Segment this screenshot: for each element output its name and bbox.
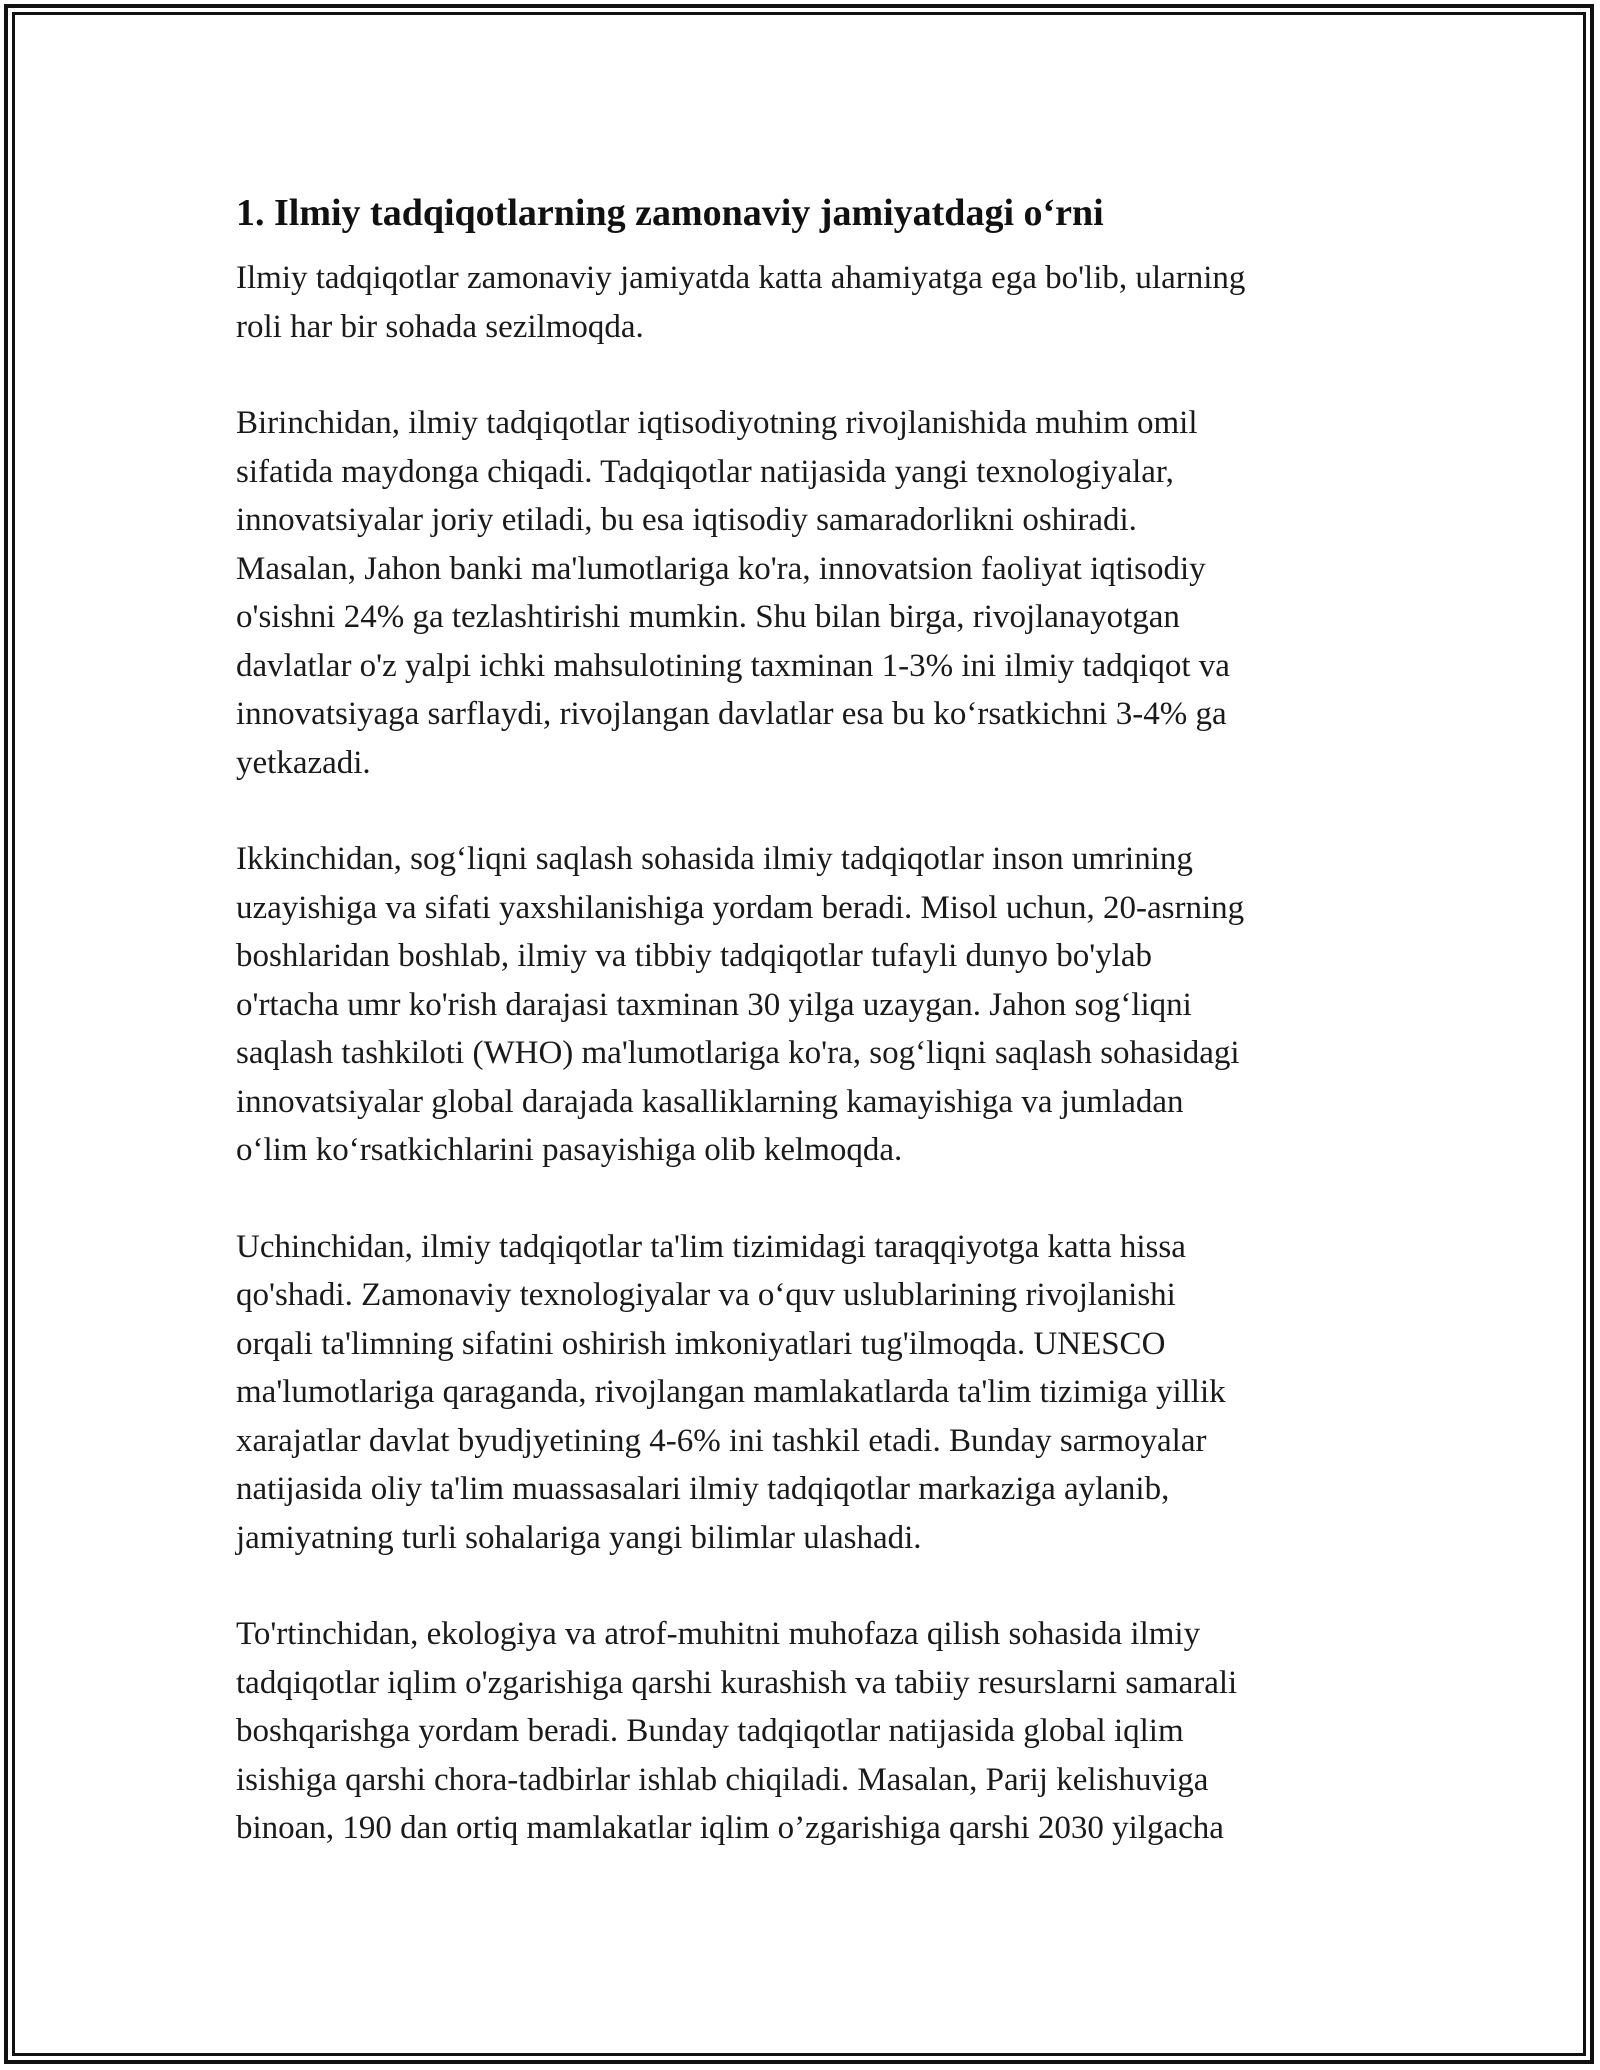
text-line: Ilmiy tadqiqotlar zamonaviy jamiyatda katta ahamiyatga ega bo'lib, ularning bbox=[236, 260, 1246, 296]
text-line: To'rtinchidan, ekologiya va atrof-muhitni muhofaza qilish sohasida ilmiy bbox=[236, 1616, 1201, 1652]
text-line: boshqarishga yordam beradi. Bunday tadqiqotlar natijasida global iqlim bbox=[236, 1713, 1184, 1749]
text-line: o‘lim ko‘rsatkichlarini pasayishiga olib kelmoqda. bbox=[236, 1132, 903, 1168]
text-line: uzayishiga va sifati yaxshilanishiga yordam beradi. Misol uchun, 20-asrning bbox=[236, 889, 1245, 926]
text-line: ma'lumotlariga qaraganda, rivojlangan mamlakatlarda ta'lim tizimiga yillik bbox=[236, 1374, 1226, 1410]
text-line: innovatsiyalar global darajada kasalliklarning kamayishiga va jumladan bbox=[236, 1083, 1184, 1120]
text-line: boshlaridan boshlab, ilmiy va tibbiy tadqiqotlar tufayli dunyo bo'ylab bbox=[236, 938, 1153, 974]
text-line: Ikkinchidan, sog‘liqni saqlash sohasida ilmiy tadqiqotlar inson umrining bbox=[236, 841, 1193, 877]
text-line: jamiyatning turli sohalariga yangi bilimlar ulashadi. bbox=[236, 1519, 922, 1556]
text-line: tadqiqotlar iqlim o'zgarishiga qarshi kurashish va tabiiy resurslarni samarali bbox=[236, 1664, 1238, 1701]
paragraph-intro bbox=[236, 254, 1366, 351]
section-heading: 1. Ilmiy tadqiqotlarning zamonaviy jamiyatdagi o‘rni bbox=[236, 192, 1104, 234]
text-line: sifatida maydonga chiqadi. Tadqiqotlar natijasida yangi texnologiyalar, bbox=[236, 453, 1174, 490]
text-line: innovatsiyaga sarflaydi, rivojlangan davlatlar esa bu ko‘rsatkichni 3-4% ga bbox=[236, 696, 1227, 732]
text-line: innovatsiyalar joriy etiladi, bu esa iqtisodiy samaradorlikni oshiradi. bbox=[236, 502, 1137, 538]
text-line: qo'shadi. Zamonaviy texnologiyalar va o‘quv uslublarining rivojlanishi bbox=[236, 1277, 1176, 1313]
paragraph-education bbox=[236, 1223, 1366, 1563]
text-line: xarajatlar davlat byudjyetining 4-6% ini tashkil etadi. Bunday sarmoyalar bbox=[236, 1422, 1207, 1459]
text-line: natijasida oliy ta'lim muassasalari ilmiy tadqiqotlar markaziga aylanib, bbox=[236, 1471, 1170, 1507]
text-line: saqlash tashkiloti (WHO) ma'lumotlariga ko'ra, sog‘liqni saqlash sohasidagi bbox=[236, 1035, 1240, 1071]
text-line: yetkazadi. bbox=[236, 744, 371, 781]
document-body bbox=[236, 188, 1366, 1901]
text-line: roli har bir sohada sezilmoqda. bbox=[236, 308, 644, 345]
text-line: o'rtacha umr ko'rish darajasi taxminan 30 yilga uzaygan. Jahon sog‘liqni bbox=[236, 986, 1192, 1023]
paragraph-ecology bbox=[236, 1610, 1366, 1853]
paragraph-health bbox=[236, 835, 1366, 1175]
text-line: Masalan, Jahon banki ma'lumotlariga ko'ra, innovatsion faoliyat iqtisodiy bbox=[236, 550, 1206, 587]
text-line: orqali ta'limning sifatini oshirish imkoniyatlari tug'ilmoqda. UNESCO bbox=[236, 1325, 1166, 1362]
text-line: Birinchidan, ilmiy tadqiqotlar iqtisodiyotning rivojlanishida muhim omil bbox=[236, 405, 1198, 441]
text-line: davlatlar o'z yalpi ichki mahsulotining taxminan 1-3% ini ilmiy tadqiqot va bbox=[236, 647, 1230, 684]
text-line: Uchinchidan, ilmiy tadqiqotlar ta'lim tizimidagi taraqqiyotga katta hissa bbox=[236, 1228, 1186, 1265]
paragraph-economy bbox=[236, 399, 1366, 787]
text-line: o'sishni 24% ga tezlashtirishi mumkin. Shu bilan birga, rivojlanayotgan bbox=[236, 599, 1180, 635]
text-line: isishiga qarshi chora-tadbirlar ishlab chiqiladi. Masalan, Parij kelishuviga bbox=[236, 1761, 1209, 1798]
text-line: binoan, 190 dan ortiq mamlakatlar iqlim o’zgarishiga qarshi 2030 yilgacha bbox=[236, 1810, 1224, 1846]
